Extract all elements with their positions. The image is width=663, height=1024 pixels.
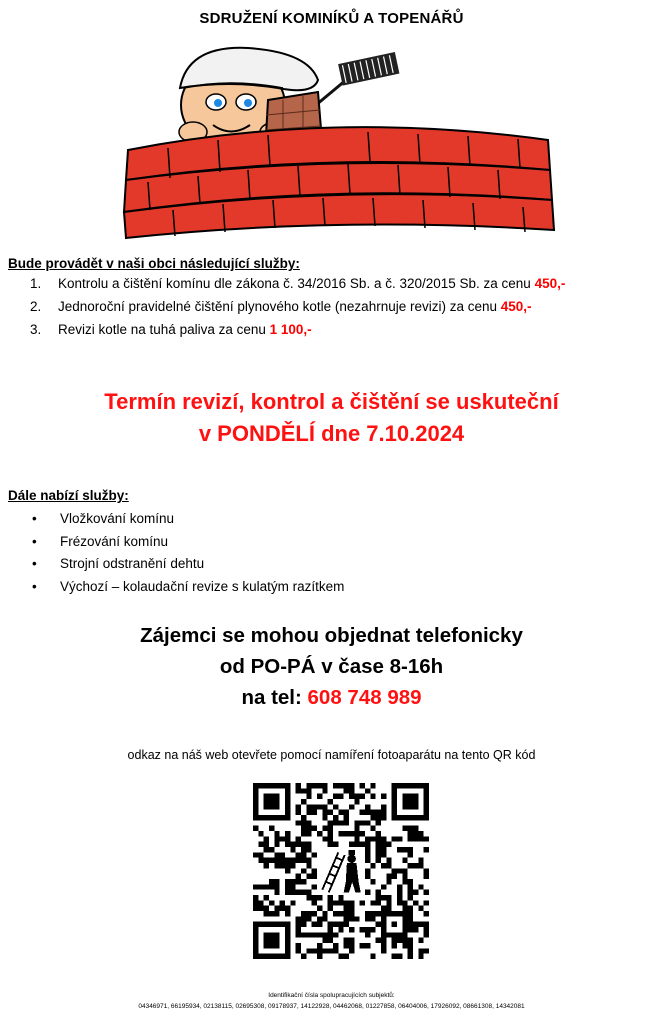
contact-line-2: od PO-PÁ v čase 8-16h <box>219 655 444 678</box>
term-line-1: Termín revizí, kontrol a čištění se uskuteční <box>104 389 559 414</box>
list-item: • Vložkování komínu <box>30 508 344 531</box>
price: 450,- <box>534 276 566 291</box>
extras-list <box>30 508 344 598</box>
extras-heading: Dále nabízí služby: <box>8 488 129 503</box>
contact-phone-line: na tel: 608 748 989 <box>241 686 422 709</box>
price: 1 100,- <box>269 322 312 337</box>
services-list <box>30 272 655 341</box>
phone-number[interactable]: 608 748 989 <box>307 686 422 709</box>
list-item: 3. Revizi kotle na tuhá paliva za cenu 1 100,- <box>30 322 312 337</box>
chimney-sweep-illustration <box>118 40 558 240</box>
list-item: • Výchozí – kolaudační revize s kulatým razítkem <box>30 576 344 599</box>
term-announcement <box>0 386 663 450</box>
list-item: • Strojní odstranění dehtu <box>30 553 344 576</box>
list-item: 2. Jednoroční pravidelné čištění plynového kotle (nezahrnuje revizi) za cenu 450,- <box>30 299 532 314</box>
page-title: SDRUŽENÍ KOMINÍKŮ A TOPENÁŘŮ <box>199 10 464 27</box>
bullet-icon: • <box>32 556 37 571</box>
qr-code-icon[interactable] <box>253 783 429 959</box>
roof-tiles <box>124 127 554 238</box>
bullet-icon: • <box>32 578 37 594</box>
bullet-icon: • <box>32 511 37 526</box>
list-item: • Frézování komínu <box>30 531 344 554</box>
qr-note: odkaz na náš web otevřete pomocí namíření fotoaparátu na tento QR kód <box>127 748 536 762</box>
contact-line-1: Zájemci se mohou objednat telefonicky <box>140 624 523 647</box>
services-heading: Bude provádět v naši obci následující služby: <box>8 256 300 271</box>
contact-info <box>0 620 663 713</box>
term-line-2: v PONDĚLÍ dne 7.10.2024 <box>198 421 465 446</box>
price: 450,- <box>500 299 532 314</box>
list-item: 1. Kontrolu a čištění komínu dle zákona č. 34/2016 Sb. a č. 320/2015 Sb. za cenu 450,- <box>30 276 566 291</box>
footer-label: Identifikační čísla spolupracujících subjektů: <box>268 992 395 999</box>
footer-ids: 04346971, 66195934, 02138115, 02695308, 09178937, 14122928, 04462068, 01227858, 06404006, 17926092, 08661308, 14342081 <box>138 1003 525 1010</box>
bullet-icon: • <box>32 533 37 549</box>
